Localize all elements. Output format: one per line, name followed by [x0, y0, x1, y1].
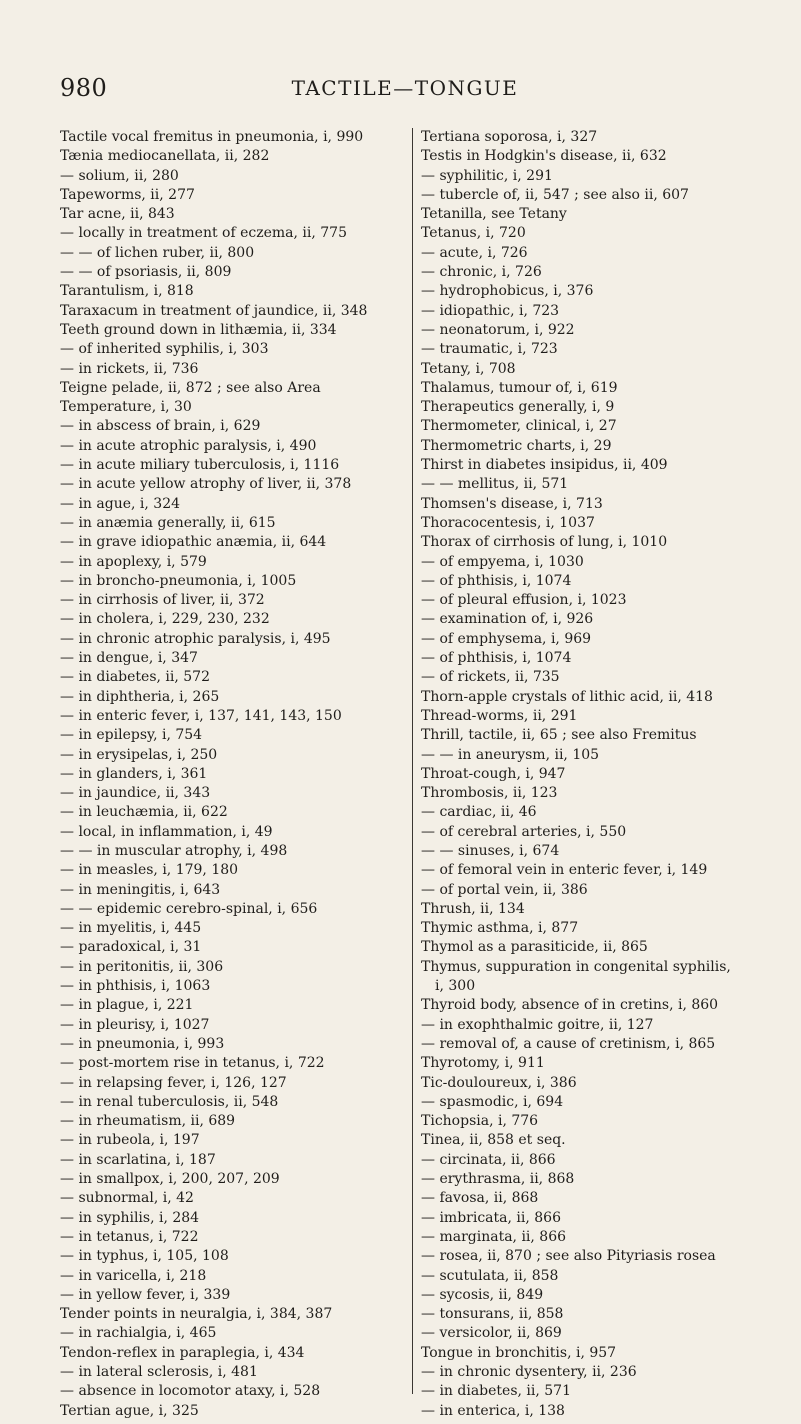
index-entry: — in scarlatina, i, 187 — [60, 1151, 216, 1168]
index-entry: — — of lichen ruber, ii, 800 — [60, 244, 255, 261]
index-entry: — tubercle of, ii, 547 ; see also ii, 607 — [421, 186, 689, 203]
index-entry: — cardiac, ii, 46 — [421, 804, 537, 821]
index-entry: — in enteric fever, i, 137, 141, 143, 150 — [60, 707, 342, 724]
index-entry: Tænia mediocanellata, ii, 282 — [60, 148, 270, 165]
index-entry: Thrill, tactile, ii, 65 ; see also Fremitus — [421, 727, 697, 744]
index-entry: Thymus, suppuration in congenital syphilis, — [421, 958, 731, 975]
index-entry: — in erysipelas, i, 250 — [60, 746, 218, 763]
index-entry: — in pleurisy, i, 1027 — [60, 1016, 210, 1033]
index-entry: — in meningitis, i, 643 — [60, 881, 221, 898]
index-columns — [60, 128, 760, 1419]
index-entry: — in measles, i, 179, 180 — [60, 862, 239, 879]
index-entry: — in leuchæmia, ii, 622 — [60, 804, 228, 821]
index-entry: — syphilitic, i, 291 — [421, 167, 553, 184]
index-entry: — in relapsing fever, i, 126, 127 — [60, 1074, 287, 1091]
index-entry: — — mellitus, ii, 571 — [421, 476, 569, 493]
index-entry: — — of psoriasis, ii, 809 — [60, 264, 232, 281]
index-entry: Thrombosis, ii, 123 — [421, 785, 558, 802]
index-entry: — acute, i, 726 — [421, 244, 528, 261]
index-entry: — examination of, i, 926 — [421, 611, 594, 628]
index-entry: Tertiana soporosa, i, 327 — [421, 129, 598, 145]
index-entry: — in rickets, ii, 736 — [60, 360, 199, 377]
column-divider — [412, 128, 413, 1394]
index-entry: — in pneumonia, i, 993 — [60, 1035, 225, 1052]
index-entry: — in epilepsy, i, 754 — [60, 727, 203, 744]
left-index-column — [60, 128, 405, 1421]
index-entry: — chronic, i, 726 — [421, 264, 542, 281]
index-entry: — in yellow fever, i, 339 — [60, 1286, 231, 1303]
index-entry: — sycosis, ii, 849 — [421, 1286, 544, 1303]
index-entry: — idiopathic, i, 723 — [421, 302, 560, 319]
index-entry: — in apoplexy, i, 579 — [60, 553, 207, 570]
index-entry: — paradoxical, i, 31 — [60, 939, 202, 956]
index-entry: — of rickets, ii, 735 — [421, 669, 560, 686]
index-entry: — circinata, ii, 866 — [421, 1151, 556, 1168]
index-entry: — local, in inflammation, i, 49 — [60, 823, 273, 840]
index-entry: Thread-worms, ii, 291 — [421, 707, 578, 724]
index-entry: — in chronic atrophic paralysis, i, 495 — [60, 630, 331, 647]
index-entry: Teigne pelade, ii, 872 ; see also Area — [60, 379, 321, 396]
index-entry: — in acute yellow atrophy of liver, ii, 378 — [60, 476, 352, 493]
index-entry: — of empyema, i, 1030 — [421, 553, 584, 570]
index-entry: Thrush, ii, 134 — [421, 900, 525, 917]
index-entry: Tactile vocal fremitus in pneumonia, i, 990 — [60, 129, 364, 145]
index-entry: Thymol as a parasiticide, ii, 865 — [421, 939, 648, 956]
index-entry: Thermometer, clinical, i, 27 — [421, 418, 617, 435]
index-entry: — traumatic, i, 723 — [421, 341, 558, 358]
index-entry: — tonsurans, ii, 858 — [421, 1306, 564, 1323]
index-entry: — in abscess of brain, i, 629 — [60, 418, 261, 435]
index-entry: — in rheumatism, ii, 689 — [60, 1113, 236, 1130]
index-entry: — in anæmia generally, ii, 615 — [60, 514, 276, 531]
index-entry: — in cholera, i, 229, 230, 232 — [60, 611, 270, 628]
index-entry: Throat-cough, i, 947 — [421, 765, 566, 782]
page-number: 980 — [60, 74, 108, 102]
index-entry: — locally in treatment of eczema, ii, 775 — [60, 225, 347, 242]
index-entry: — absence in locomotor ataxy, i, 528 — [60, 1383, 321, 1400]
index-entry: — of phthisis, i, 1074 — [421, 650, 572, 667]
index-entry: — favosa, ii, 868 — [421, 1190, 539, 1207]
index-entry: — in jaundice, ii, 343 — [60, 785, 211, 802]
index-entry: — in rachialgia, i, 465 — [60, 1325, 217, 1342]
page-header — [60, 74, 750, 114]
index-entry: — in chronic dysentery, ii, 236 — [421, 1364, 637, 1380]
index-entry: — in myelitis, i, 445 — [60, 920, 202, 937]
index-entry: Thymic asthma, i, 877 — [421, 920, 579, 937]
index-entry: — in enterica, i, 138 — [421, 1402, 565, 1419]
index-entry: — in diabetes, ii, 571 — [421, 1383, 572, 1400]
index-entry: — in acute atrophic paralysis, i, 490 — [60, 437, 317, 454]
index-entry: — in typhus, i, 105, 108 — [60, 1248, 229, 1265]
index-entry: — rosea, ii, 870 ; see also Pityriasis rosea — [421, 1248, 716, 1265]
index-entry: — marginata, ii, 866 — [421, 1228, 567, 1245]
index-entry: — of cerebral arteries, i, 550 — [421, 823, 627, 840]
index-entry: Tichopsia, i, 776 — [421, 1113, 539, 1130]
index-entry: — of inherited syphilis, i, 303 — [60, 341, 269, 358]
index-entry: Tetany, i, 708 — [421, 360, 516, 377]
index-entry: — in syphilis, i, 284 — [60, 1209, 200, 1226]
index-entry: — imbricata, ii, 866 — [421, 1209, 561, 1226]
index-entry: Thorax of cirrhosis of lung, i, 1010 — [421, 534, 668, 551]
index-entry: — in ague, i, 324 — [60, 495, 181, 512]
index-entry: — of emphysema, i, 969 — [421, 630, 592, 647]
right-index-column — [421, 128, 766, 1421]
index-entry: Tinea, ii, 858 et seq. — [421, 1132, 566, 1149]
index-entry: — in dengue, i, 347 — [60, 650, 198, 667]
index-entry: — — in aneurysm, ii, 105 — [421, 746, 600, 763]
index-entry: Tetanilla, see Tetany — [421, 206, 567, 223]
index-entry: — in broncho-pneumonia, i, 1005 — [60, 572, 297, 589]
index-entry: — versicolor, ii, 869 — [421, 1325, 562, 1342]
index-entry: — of phthisis, i, 1074 — [421, 572, 572, 589]
index-entry: — subnormal, i, 42 — [60, 1190, 194, 1207]
index-entry: Tapeworms, ii, 277 — [60, 186, 195, 203]
index-entry: — in plague, i, 221 — [60, 997, 194, 1014]
index-entry: — in grave idiopathic anæmia, ii, 644 — [60, 534, 327, 551]
index-entry: — neonatorum, i, 922 — [421, 321, 575, 338]
index-entry: i, 300 — [435, 978, 476, 995]
index-entry: — of portal vein, ii, 386 — [421, 881, 588, 898]
index-entry: — in lateral sclerosis, i, 481 — [60, 1364, 258, 1380]
index-entry: Thirst in diabetes insipidus, ii, 409 — [421, 457, 668, 474]
index-entry: — in cirrhosis of liver, ii, 372 — [60, 592, 265, 609]
index-entry: Tic-douloureux, i, 386 — [421, 1074, 577, 1091]
index-entry: Thoracocentesis, i, 1037 — [421, 514, 595, 531]
index-entry: — — epidemic cerebro-spinal, i, 656 — [60, 900, 318, 917]
index-entry: — of femoral vein in enteric fever, i, 149 — [421, 862, 708, 879]
index-entry: — in renal tuberculosis, ii, 548 — [60, 1093, 279, 1110]
index-entry: — in smallpox, i, 200, 207, 209 — [60, 1171, 280, 1188]
index-entry: — — sinuses, i, 674 — [421, 842, 560, 859]
index-entry: Tender points in neuralgia, i, 384, 387 — [60, 1306, 333, 1323]
index-entry: — hydrophobicus, i, 376 — [421, 283, 594, 300]
index-entry: Thorn-apple crystals of lithic acid, ii, 418 — [421, 688, 713, 705]
index-entry: Taraxacum in treatment of jaundice, ii, 348 — [60, 302, 368, 319]
index-entry: Tetanus, i, 720 — [421, 225, 526, 242]
index-entry: — of pleural effusion, i, 1023 — [421, 592, 627, 609]
index-entry: Tendon-reflex in paraplegia, i, 434 — [60, 1344, 305, 1361]
index-entry: Thermometric charts, i, 29 — [421, 437, 612, 454]
index-entry: Tongue in bronchitis, i, 957 — [421, 1344, 617, 1361]
index-entry: — — in muscular atrophy, i, 498 — [60, 842, 288, 859]
index-entry: Tertian ague, i, 325 — [60, 1402, 199, 1419]
index-entry: — scutulata, ii, 858 — [421, 1267, 559, 1284]
index-entry: — in diphtheria, i, 265 — [60, 688, 220, 705]
index-entry: Testis in Hodgkin's disease, ii, 632 — [421, 148, 667, 165]
index-entry: — in peritonitis, ii, 306 — [60, 958, 224, 975]
index-entry: Therapeutics generally, i, 9 — [421, 399, 615, 416]
index-entry: Teeth ground down in lithæmia, ii, 334 — [60, 321, 337, 338]
index-entry: — in exophthalmic goitre, ii, 127 — [421, 1016, 654, 1033]
index-entry: — removal of, a cause of cretinism, i, 865 — [421, 1035, 716, 1052]
index-entry: Tarantulism, i, 818 — [60, 283, 194, 300]
index-entry: Thyrotomy, i, 911 — [421, 1055, 545, 1072]
index-entry: — in glanders, i, 361 — [60, 765, 208, 782]
index-entry: — in tetanus, i, 722 — [60, 1228, 199, 1245]
running-head: TACTILE—TONGUE — [291, 76, 519, 100]
index-entry: — in varicella, i, 218 — [60, 1267, 207, 1284]
index-entry: — in diabetes, ii, 572 — [60, 669, 211, 686]
index-entry: Thalamus, tumour of, i, 619 — [421, 379, 618, 396]
index-entry: Tar acne, ii, 843 — [60, 206, 175, 223]
index-entry: — post-mortem rise in tetanus, i, 722 — [60, 1055, 325, 1072]
index-entry: — in rubeola, i, 197 — [60, 1132, 200, 1149]
index-entry: Thomsen's disease, i, 713 — [421, 495, 603, 512]
index-entry: — in acute miliary tuberculosis, i, 1116 — [60, 457, 340, 474]
index-entry: Thyroid body, absence of in cretins, i, 860 — [421, 997, 719, 1014]
index-entry: — solium, ii, 280 — [60, 167, 179, 184]
index-entry: — erythrasma, ii, 868 — [421, 1171, 575, 1188]
index-entry: — spasmodic, i, 694 — [421, 1093, 564, 1110]
index-entry: — in phthisis, i, 1063 — [60, 978, 211, 995]
index-entry: Temperature, i, 30 — [60, 399, 192, 416]
